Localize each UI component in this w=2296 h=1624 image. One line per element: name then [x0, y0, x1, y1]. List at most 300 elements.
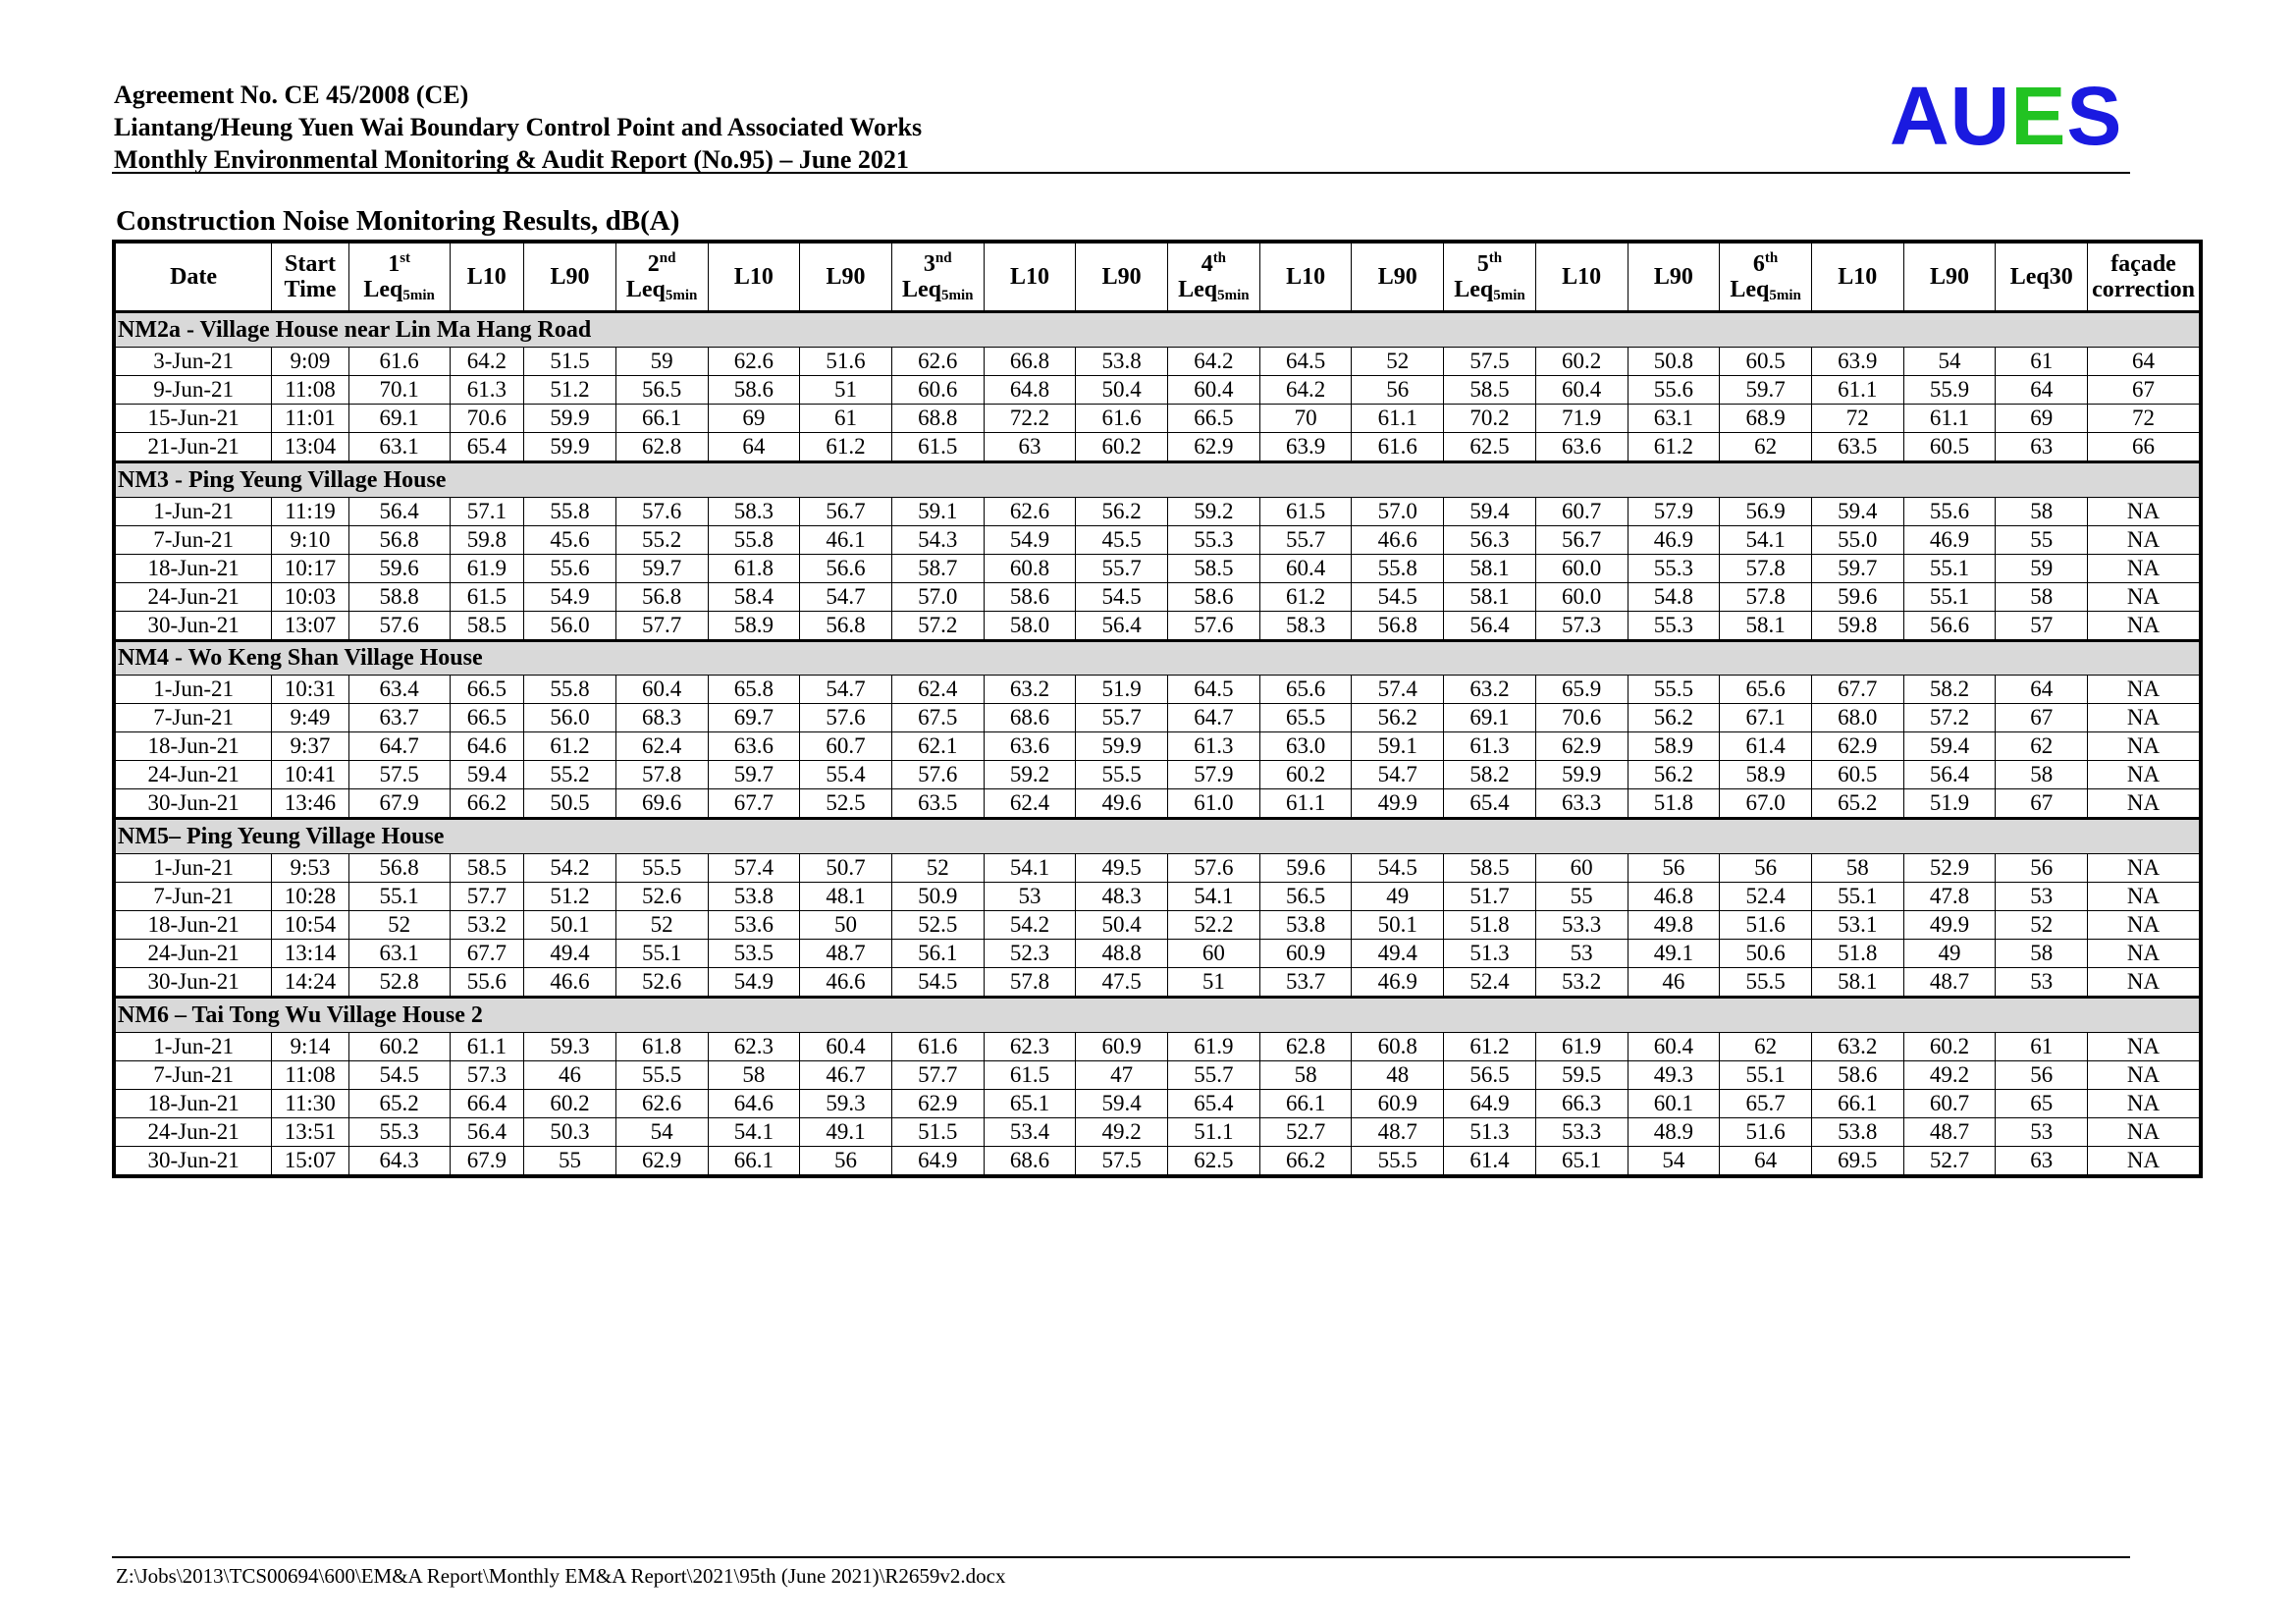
value-cell: 57.3 [1535, 611, 1628, 640]
value-cell: 61.6 [1076, 404, 1168, 432]
value-cell: 59 [615, 347, 708, 375]
table-row [116, 525, 2200, 554]
value-cell: 52 [891, 854, 984, 883]
start-time-cell: 13:14 [272, 940, 349, 968]
value-cell: 54.3 [891, 525, 984, 554]
start-time-cell: 9:53 [272, 854, 349, 883]
value-cell: 49.4 [524, 940, 616, 968]
value-cell: 61.5 [891, 432, 984, 461]
value-cell: 63.0 [1259, 732, 1352, 761]
start-time-cell: 9:49 [272, 704, 349, 732]
value-cell: 54.5 [1076, 582, 1168, 611]
value-cell: 67.5 [891, 704, 984, 732]
value-cell: 58.0 [984, 611, 1076, 640]
value-cell: 59.8 [1811, 611, 1903, 640]
value-cell: 58.9 [1720, 761, 1812, 789]
value-cell: 60.9 [1076, 1033, 1168, 1061]
value-cell: 63.1 [348, 432, 450, 461]
value-cell: 64.8 [984, 375, 1076, 404]
value-cell: 70.6 [450, 404, 524, 432]
value-cell: 56.7 [800, 497, 892, 525]
value-cell: 64.5 [1168, 676, 1260, 704]
value-cell: 49.9 [1352, 789, 1444, 819]
value-cell: 48.7 [1903, 968, 1996, 998]
value-cell: 56.4 [348, 497, 450, 525]
date-cell: 7-Jun-21 [116, 525, 272, 554]
date-cell: 15-Jun-21 [116, 404, 272, 432]
value-cell: 58.5 [450, 611, 524, 640]
value-cell: 66.1 [1259, 1090, 1352, 1118]
start-time-cell: 13:07 [272, 611, 349, 640]
value-cell: 57.3 [450, 1061, 524, 1090]
value-cell: 55.8 [1352, 554, 1444, 582]
value-cell: 51.6 [1720, 911, 1812, 940]
start-time-cell: 11:08 [272, 1061, 349, 1090]
value-cell: 65.4 [450, 432, 524, 461]
value-cell: 48.7 [1903, 1118, 1996, 1147]
value-cell: 53.2 [1535, 968, 1628, 998]
value-cell: 72 [1811, 404, 1903, 432]
value-cell: 63 [1996, 432, 2088, 461]
value-cell: 45.6 [524, 525, 616, 554]
footer-rule [112, 1556, 2130, 1558]
value-cell: 62.4 [891, 676, 984, 704]
table-row [116, 761, 2200, 789]
value-cell: 55.1 [1903, 554, 1996, 582]
value-cell: 54.5 [1352, 582, 1444, 611]
value-cell: 59.2 [984, 761, 1076, 789]
start-time-cell: 11:01 [272, 404, 349, 432]
value-cell: 65.1 [1535, 1147, 1628, 1175]
value-cell: 52.4 [1720, 883, 1812, 911]
value-cell: 62.6 [615, 1090, 708, 1118]
value-cell: 54.5 [891, 968, 984, 998]
value-cell: 63.1 [1628, 404, 1720, 432]
value-cell: 49.8 [1628, 911, 1720, 940]
value-cell: 64 [1996, 676, 2088, 704]
value-cell: 49.1 [800, 1118, 892, 1147]
value-cell: 60.2 [1076, 432, 1168, 461]
value-cell: NA [2088, 525, 2200, 554]
value-cell: 48 [1352, 1061, 1444, 1090]
value-cell: 61.0 [1168, 789, 1260, 819]
value-cell: 53 [1535, 940, 1628, 968]
value-cell: 50.7 [800, 854, 892, 883]
value-cell: 55.6 [1628, 375, 1720, 404]
value-cell: 70.6 [1535, 704, 1628, 732]
value-cell: 58.1 [1720, 611, 1812, 640]
value-cell: 59.3 [524, 1033, 616, 1061]
value-cell: 49 [1903, 940, 1996, 968]
value-cell: 56.8 [1352, 611, 1444, 640]
value-cell: 60.4 [800, 1033, 892, 1061]
value-cell: 63.2 [984, 676, 1076, 704]
value-cell: 68.9 [1720, 404, 1812, 432]
value-cell: 58 [708, 1061, 800, 1090]
value-cell: 51 [1168, 968, 1260, 998]
value-cell: 64.2 [1168, 347, 1260, 375]
date-cell: 30-Jun-21 [116, 611, 272, 640]
value-cell: 65 [1996, 1090, 2088, 1118]
date-cell: 24-Jun-21 [116, 1118, 272, 1147]
value-cell: 60.4 [1168, 375, 1260, 404]
value-cell: 57.5 [1444, 347, 1536, 375]
value-cell: 50.1 [1352, 911, 1444, 940]
value-cell: 54.1 [984, 854, 1076, 883]
value-cell: 59.9 [1076, 732, 1168, 761]
value-cell: 60.9 [1352, 1090, 1444, 1118]
value-cell: 62.5 [1168, 1147, 1260, 1175]
value-cell: 52.3 [984, 940, 1076, 968]
value-cell: 57.0 [891, 582, 984, 611]
value-cell: 67.7 [1811, 676, 1903, 704]
value-cell: 63.4 [348, 676, 450, 704]
value-cell: 60.7 [800, 732, 892, 761]
date-cell: 7-Jun-21 [116, 1061, 272, 1090]
value-cell: 55.7 [1259, 525, 1352, 554]
value-cell: 53 [1996, 883, 2088, 911]
value-cell: 72 [2088, 404, 2200, 432]
value-cell: 55 [1535, 883, 1628, 911]
value-cell: NA [2088, 911, 2200, 940]
value-cell: 48.1 [800, 883, 892, 911]
value-cell: 63.5 [891, 789, 984, 819]
value-cell: 54 [1628, 1147, 1720, 1175]
value-cell: 54.1 [708, 1118, 800, 1147]
value-cell: 49.2 [1903, 1061, 1996, 1090]
value-cell: 56.8 [800, 611, 892, 640]
value-cell: 56 [1996, 854, 2088, 883]
column-header: 5th Leq$_{5min}$ [1444, 244, 1536, 312]
date-cell: 18-Jun-21 [116, 554, 272, 582]
value-cell: 64 [708, 432, 800, 461]
value-cell: 51 [800, 375, 892, 404]
value-cell: NA [2088, 883, 2200, 911]
value-cell: 59 [1996, 554, 2088, 582]
value-cell: 66.8 [984, 347, 1076, 375]
start-time-cell: 10:54 [272, 911, 349, 940]
station-name: NM4 - Wo Keng Shan Village House [116, 640, 2200, 676]
value-cell: NA [2088, 497, 2200, 525]
date-cell: 30-Jun-21 [116, 968, 272, 998]
value-cell: 67.9 [348, 789, 450, 819]
value-cell: 68.3 [615, 704, 708, 732]
table-row [116, 375, 2200, 404]
value-cell: 66 [2088, 432, 2200, 461]
value-cell: 55.5 [1352, 1147, 1444, 1175]
date-cell: 18-Jun-21 [116, 911, 272, 940]
value-cell: 55.6 [450, 968, 524, 998]
value-cell: 55.2 [524, 761, 616, 789]
value-cell: 53.6 [708, 911, 800, 940]
value-cell: 60.2 [1903, 1033, 1996, 1061]
date-cell: 24-Jun-21 [116, 940, 272, 968]
value-cell: 60.2 [348, 1033, 450, 1061]
station-name: NM5– Ping Yeung Village House [116, 819, 2200, 854]
date-cell: 18-Jun-21 [116, 1090, 272, 1118]
column-header: L90 [1628, 244, 1720, 312]
start-time-cell: 13:46 [272, 789, 349, 819]
start-time-cell: 10:31 [272, 676, 349, 704]
value-cell: 52.5 [800, 789, 892, 819]
station-group-row [116, 312, 2200, 348]
value-cell: 63.7 [348, 704, 450, 732]
value-cell: 58.5 [1168, 554, 1260, 582]
value-cell: 60.4 [1628, 1033, 1720, 1061]
value-cell: 63.9 [1811, 347, 1903, 375]
table-row [116, 404, 2200, 432]
value-cell: 56 [800, 1147, 892, 1175]
value-cell: 58.4 [708, 582, 800, 611]
value-cell: 57.2 [1903, 704, 1996, 732]
value-cell: 65.6 [1259, 676, 1352, 704]
value-cell: 46.8 [1628, 883, 1720, 911]
value-cell: 58.3 [708, 497, 800, 525]
value-cell: 67 [1996, 789, 2088, 819]
value-cell: 52.2 [1168, 911, 1260, 940]
value-cell: 63.2 [1811, 1033, 1903, 1061]
value-cell: 60 [1535, 854, 1628, 883]
value-cell: 69 [708, 404, 800, 432]
value-cell: 46.9 [1352, 968, 1444, 998]
value-cell: 60.4 [1535, 375, 1628, 404]
table-row [116, 1090, 2200, 1118]
value-cell: 66.4 [450, 1090, 524, 1118]
value-cell: 55.7 [1168, 1061, 1260, 1090]
value-cell: 63.9 [1259, 432, 1352, 461]
value-cell: 64.3 [348, 1147, 450, 1175]
value-cell: 57.9 [1628, 497, 1720, 525]
value-cell: 60.5 [1903, 432, 1996, 461]
date-cell: 1-Jun-21 [116, 1033, 272, 1061]
value-cell: 61.1 [1259, 789, 1352, 819]
report-header [114, 79, 922, 176]
value-cell: 62.8 [615, 432, 708, 461]
value-cell: 60.6 [891, 375, 984, 404]
value-cell: 55 [524, 1147, 616, 1175]
value-cell: 56.4 [450, 1118, 524, 1147]
value-cell: 64.9 [891, 1147, 984, 1175]
value-cell: 58.5 [1444, 375, 1536, 404]
value-cell: 64 [2088, 347, 2200, 375]
value-cell: 64.2 [450, 347, 524, 375]
value-cell: 56 [1996, 1061, 2088, 1090]
value-cell: NA [2088, 1118, 2200, 1147]
value-cell: 49.4 [1352, 940, 1444, 968]
value-cell: 61 [1996, 347, 2088, 375]
value-cell: 57.7 [615, 611, 708, 640]
value-cell: 59.3 [800, 1090, 892, 1118]
aues-logo: AUES [1890, 70, 2123, 162]
value-cell: 55.8 [708, 525, 800, 554]
value-cell: NA [2088, 854, 2200, 883]
table-row [116, 911, 2200, 940]
value-cell: 58 [1811, 854, 1903, 883]
value-cell: 59.4 [1903, 732, 1996, 761]
value-cell: 51.9 [1076, 676, 1168, 704]
value-cell: 66.3 [1535, 1090, 1628, 1118]
value-cell: 52.6 [615, 883, 708, 911]
value-cell: 70.2 [1444, 404, 1536, 432]
value-cell: 60.2 [1259, 761, 1352, 789]
date-cell: 1-Jun-21 [116, 497, 272, 525]
value-cell: 61.2 [1259, 582, 1352, 611]
start-time-cell: 9:09 [272, 347, 349, 375]
value-cell: 58 [1996, 761, 2088, 789]
value-cell: 59.2 [1168, 497, 1260, 525]
value-cell: 53.2 [450, 911, 524, 940]
column-header: 3nd Leq$_{5min}$ [891, 244, 984, 312]
value-cell: 57.6 [1168, 854, 1260, 883]
value-cell: 64.2 [1259, 375, 1352, 404]
value-cell: 65.7 [1720, 1090, 1812, 1118]
value-cell: 52.4 [1444, 968, 1536, 998]
value-cell: NA [2088, 554, 2200, 582]
value-cell: 59.6 [348, 554, 450, 582]
value-cell: 58 [1259, 1061, 1352, 1090]
value-cell: 62.9 [1168, 432, 1260, 461]
value-cell: 59.7 [1811, 554, 1903, 582]
value-cell: 61.9 [450, 554, 524, 582]
column-header: L90 [800, 244, 892, 312]
value-cell: 50.9 [891, 883, 984, 911]
value-cell: 64 [1996, 375, 2088, 404]
value-cell: 67.1 [1720, 704, 1812, 732]
value-cell: 61.3 [1168, 732, 1260, 761]
value-cell: 61.1 [1352, 404, 1444, 432]
value-cell: 55.7 [1076, 704, 1168, 732]
value-cell: 53.4 [984, 1118, 1076, 1147]
value-cell: 64.9 [1444, 1090, 1536, 1118]
value-cell: 58.1 [1444, 554, 1536, 582]
date-cell: 30-Jun-21 [116, 789, 272, 819]
value-cell: 69.1 [348, 404, 450, 432]
value-cell: 69 [1996, 404, 2088, 432]
date-cell: 21-Jun-21 [116, 432, 272, 461]
value-cell: NA [2088, 611, 2200, 640]
value-cell: 54.8 [1628, 582, 1720, 611]
value-cell: 56.2 [1628, 761, 1720, 789]
value-cell: 51.8 [1444, 911, 1536, 940]
value-cell: 55.8 [524, 676, 616, 704]
value-cell: 55.4 [800, 761, 892, 789]
start-time-cell: 9:37 [272, 732, 349, 761]
value-cell: 55.3 [1628, 611, 1720, 640]
value-cell: 49.6 [1076, 789, 1168, 819]
value-cell: 46 [524, 1061, 616, 1090]
column-header: L90 [1903, 244, 1996, 312]
value-cell: 53 [984, 883, 1076, 911]
start-time-cell: 14:24 [272, 968, 349, 998]
date-cell: 30-Jun-21 [116, 1147, 272, 1175]
value-cell: 61 [800, 404, 892, 432]
value-cell: 66.5 [1168, 404, 1260, 432]
start-time-cell: 11:19 [272, 497, 349, 525]
value-cell: 47.5 [1076, 968, 1168, 998]
value-cell: 65.4 [1168, 1090, 1260, 1118]
value-cell: 59.7 [1720, 375, 1812, 404]
value-cell: 58.7 [891, 554, 984, 582]
value-cell: 52 [1996, 911, 2088, 940]
value-cell: 57.2 [891, 611, 984, 640]
value-cell: 55.2 [615, 525, 708, 554]
date-cell: 24-Jun-21 [116, 582, 272, 611]
value-cell: 55.3 [1168, 525, 1260, 554]
value-cell: 57.4 [708, 854, 800, 883]
table-row [116, 1033, 2200, 1061]
value-cell: 59.4 [1811, 497, 1903, 525]
value-cell: 57.7 [891, 1061, 984, 1090]
value-cell: 56.2 [1352, 704, 1444, 732]
value-cell: 58.1 [1444, 582, 1536, 611]
value-cell: 62.8 [1259, 1033, 1352, 1061]
value-cell: 62 [1720, 1033, 1812, 1061]
value-cell: 58.9 [708, 611, 800, 640]
value-cell: 52.7 [1903, 1147, 1996, 1175]
value-cell: 51.7 [1444, 883, 1536, 911]
value-cell: 46.6 [800, 968, 892, 998]
value-cell: 60.5 [1811, 761, 1903, 789]
date-cell: 7-Jun-21 [116, 704, 272, 732]
start-time-cell: 10:41 [272, 761, 349, 789]
table-row [116, 789, 2200, 819]
value-cell: 66.2 [1259, 1147, 1352, 1175]
value-cell: 60.8 [1352, 1033, 1444, 1061]
column-header: 6th Leq$_{5min}$ [1720, 244, 1812, 312]
column-header: 1st Leq$_{5min}$ [348, 244, 450, 312]
value-cell: 60.4 [1259, 554, 1352, 582]
value-cell: 61.2 [524, 732, 616, 761]
start-time-cell: 15:07 [272, 1147, 349, 1175]
value-cell: 51.2 [524, 375, 616, 404]
value-cell: 61.1 [450, 1033, 524, 1061]
header-rule [112, 172, 2130, 174]
value-cell: 49.5 [1076, 854, 1168, 883]
value-cell: NA [2088, 968, 2200, 998]
station-group-row [116, 640, 2200, 676]
value-cell: 58.1 [1811, 968, 1903, 998]
value-cell: 48.7 [800, 940, 892, 968]
noise-results-table [115, 243, 2200, 1175]
value-cell: 48.7 [1352, 1118, 1444, 1147]
table-row [116, 704, 2200, 732]
station-group-row [116, 461, 2200, 497]
value-cell: 55.0 [1811, 525, 1903, 554]
value-cell: 56.4 [1444, 611, 1536, 640]
value-cell: 59.9 [1535, 761, 1628, 789]
value-cell: 68.0 [1811, 704, 1903, 732]
value-cell: 52.7 [1259, 1118, 1352, 1147]
value-cell: 57.8 [1720, 582, 1812, 611]
value-cell: 49.3 [1628, 1061, 1720, 1090]
value-cell: 46.1 [800, 525, 892, 554]
value-cell: 58.8 [348, 582, 450, 611]
date-cell: 1-Jun-21 [116, 676, 272, 704]
value-cell: 54.7 [1352, 761, 1444, 789]
value-cell: 52.6 [615, 968, 708, 998]
value-cell: 56 [1352, 375, 1444, 404]
value-cell: 51.5 [891, 1118, 984, 1147]
value-cell: 61.8 [615, 1033, 708, 1061]
value-cell: 51.1 [1168, 1118, 1260, 1147]
value-cell: 62.5 [1444, 432, 1536, 461]
value-cell: 65.6 [1720, 676, 1812, 704]
value-cell: 55.5 [1720, 968, 1812, 998]
column-header: L10 [708, 244, 800, 312]
value-cell: 53.1 [1811, 911, 1903, 940]
value-cell: 48.3 [1076, 883, 1168, 911]
table-row [116, 940, 2200, 968]
